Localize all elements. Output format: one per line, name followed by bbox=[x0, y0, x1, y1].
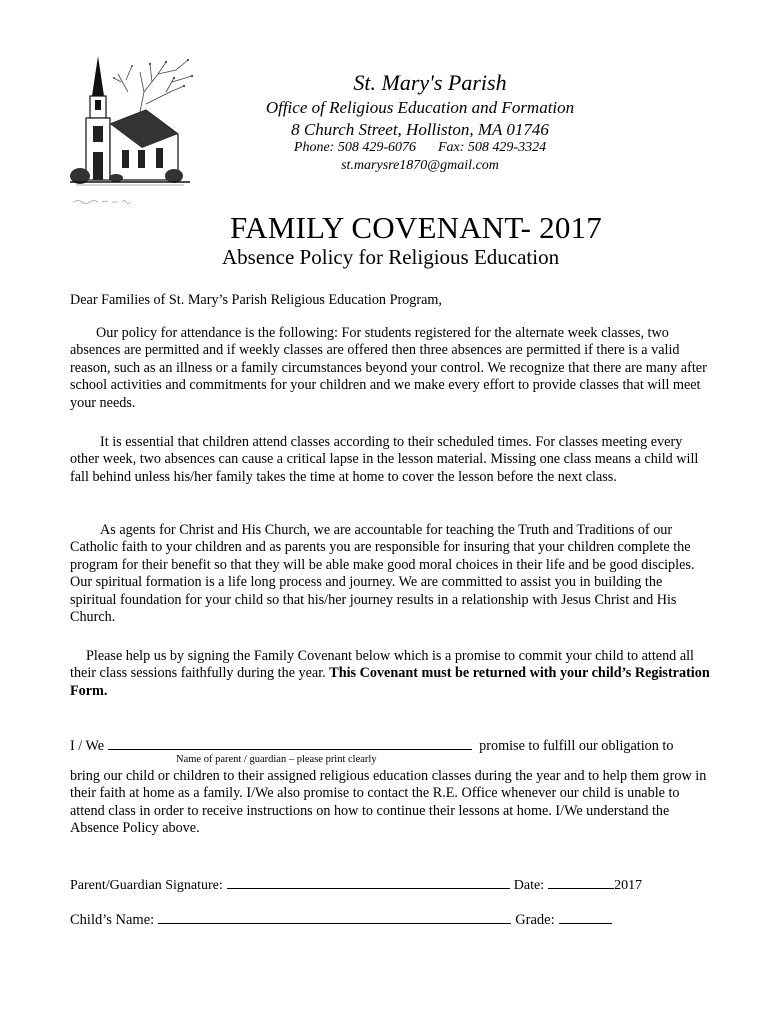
grade-label: Grade: bbox=[515, 912, 555, 928]
pledge-suffix: promise to fulfill our obligation to bbox=[479, 738, 674, 754]
parish-name: St. Mary's Parish bbox=[353, 70, 507, 95]
document-subtitle: Absence Policy for Religious Education bbox=[222, 245, 560, 269]
grade-field[interactable] bbox=[559, 911, 612, 924]
pledge-prefix: I / We bbox=[70, 738, 105, 754]
parish-address: 8 Church Street, Holliston, MA 01746 bbox=[291, 120, 549, 139]
child-name-field[interactable] bbox=[158, 911, 511, 924]
date-year: 2017 bbox=[614, 878, 643, 893]
pledge-body: bring our child or children to their assigned religious education classes during the year and to help them grow in their faith at home as a family. I/We also promise to contact the R.E. Office whenever our child is unable to attend class in order to receive instructions on how to continue their lessons at home. I/We understand the Absence Policy above. bbox=[70, 768, 707, 837]
paragraph-covenant-request bbox=[70, 648, 710, 700]
covenant-request-text: Please help us by signing the Family Covenant below which is a promise to commit your child to attend all their class sessions faithfully during the year. bbox=[70, 648, 694, 682]
date-field[interactable] bbox=[548, 876, 614, 889]
signature-field[interactable] bbox=[227, 876, 510, 889]
document-title: FAMILY COVENANT- 2017 bbox=[230, 210, 602, 245]
covenant-return-notice: This Covenant must be returned with your child’s Registration Form. bbox=[70, 665, 710, 699]
paragraph-attendance-policy: Our policy for attendance is the following: For students registered for the alternate week classes, two absences are permitted and if weekly classes are offered then three absences are permitted if there is a valid reason, such as an illness or a family circumstances beyond your control. We recognize that there are many after school activities and commitments for your children and we make every effort to provide classes that will meet your needs. bbox=[70, 325, 707, 411]
fax-number: Fax: 508 429-3324 bbox=[438, 140, 547, 155]
child-row bbox=[70, 911, 612, 929]
paragraph-scheduled-times: It is essential that children attend classes according to their scheduled times. For classes meeting every other week, two absences can cause a critical lapse in the lesson material. Missing one class means a child will fall behind unless his/her family takes the time at home to cover the lesson before the next class. bbox=[70, 434, 699, 485]
greeting: Dear Families of St. Mary’s Parish Religious Education Program, bbox=[70, 292, 442, 308]
paragraph-agents-for-christ: As agents for Christ and His Church, we are accountable for teaching the Truth and Traditions of our Catholic faith to your children and as parents you are responsible for insuring that your children complete the program for their benefit so that they will be able make good moral choices in their life and be good disciples. Our spiritual formation is a life long process and journey. We are committed to assist you in building the spiritual foundation for your child so that his/her journey results in a relationship with Jesus Christ and His Church. bbox=[70, 522, 695, 626]
pledge-line bbox=[70, 737, 710, 755]
phone-number: Phone: 508 429-6076 bbox=[293, 140, 416, 155]
signature-label: Parent/Guardian Signature: bbox=[70, 878, 223, 893]
church-illustration bbox=[66, 52, 194, 212]
date-label: Date: bbox=[513, 878, 545, 893]
office-name: Office of Religious Education and Formation bbox=[265, 98, 575, 117]
child-name-label: Child’s Name: bbox=[70, 912, 155, 928]
signature-row bbox=[70, 876, 642, 894]
contact-email: st.marysre1870@gmail.com bbox=[341, 158, 499, 173]
contact-phone-fax bbox=[240, 140, 600, 156]
parent-name-field[interactable] bbox=[108, 737, 472, 750]
parent-name-hint: Name of parent / guardian – please print clearly bbox=[176, 754, 377, 765]
